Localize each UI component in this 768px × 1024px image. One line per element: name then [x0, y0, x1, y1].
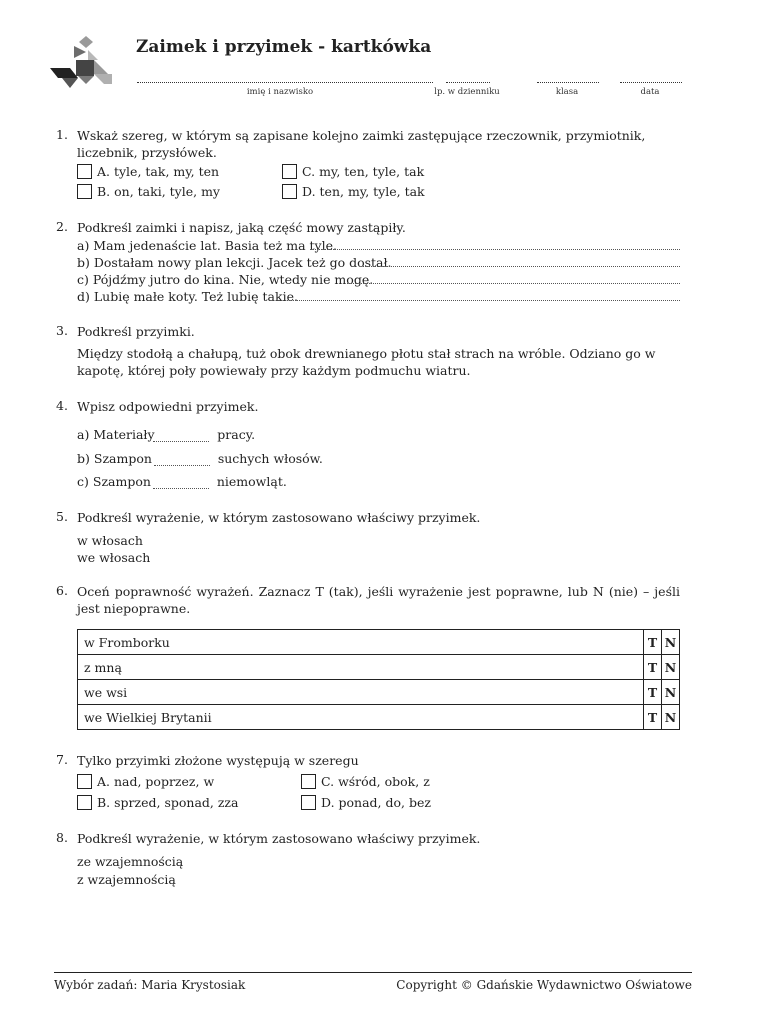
q4-item-b: b) Szampon suchych włosów. — [77, 451, 323, 466]
q1-option-b[interactable]: B. on, taki, tyle, my — [77, 183, 220, 200]
page-title: Zaimek i przyimek - kartkówka — [136, 37, 432, 57]
true-cell[interactable]: T — [644, 705, 662, 730]
checkbox[interactable] — [301, 774, 316, 789]
checkbox[interactable] — [77, 164, 92, 179]
question-3-text: Podkreśl przyimki. — [77, 324, 195, 339]
q7-option-b[interactable]: B. sprzed, sponad, zza — [77, 794, 238, 811]
question-3-passage: Między stodołą a chałupą, tuż obok drewnianego płotu stał strach na wróble. Odziano go w kapotę, której poły powiewały przy każdym podmuchu wiatru. — [77, 346, 656, 378]
true-false-table — [77, 629, 680, 730]
false-cell[interactable]: N — [662, 705, 680, 730]
question-3-number: 3. — [56, 323, 68, 338]
q4-item-c: c) Szampon niemowląt. — [77, 474, 287, 489]
q2-answer-line-a[interactable] — [310, 238, 680, 250]
question-4-text: Wpisz odpowiedni przyimek. — [77, 399, 259, 414]
question-8-number: 8. — [56, 830, 68, 845]
false-cell[interactable]: N — [662, 630, 680, 655]
expression-cell: w Fromborku — [78, 630, 644, 655]
question-4-number: 4. — [56, 398, 68, 413]
true-cell[interactable]: T — [644, 680, 662, 705]
date-field[interactable] — [620, 72, 682, 83]
question-2-number: 2. — [56, 219, 68, 234]
question-5-text: Podkreśl wyrażenie, w którym zastosowano właściwy przyimek. — [77, 510, 481, 525]
q2-item-c: c) Pójdźmy jutro do kina. Nie, wtedy nie mogę. — [77, 272, 374, 287]
question-8-text: Podkreśl wyrażenie, w którym zastosowano właściwy przyimek. — [77, 831, 481, 846]
expression-cell: we Wielkiej Brytanii — [78, 705, 644, 730]
name-label: imię i nazwisko — [246, 87, 314, 97]
q7-option-a[interactable]: A. nad, poprzez, w — [77, 773, 214, 790]
footer-author: Wybór zadań: Maria Krystosiak — [54, 978, 246, 992]
q4-item-a: a) Materiały pracy. — [77, 427, 256, 442]
footer-divider — [54, 972, 692, 973]
q4-blank-a[interactable] — [153, 431, 209, 442]
q5-option-1[interactable]: w włosach — [77, 533, 143, 548]
expression-cell: we wsi — [78, 680, 644, 705]
question-6-number: 6. — [56, 583, 68, 598]
publisher-logo — [48, 34, 114, 90]
question-6-text: Oceń poprawność wyrażeń. Zaznacz T (tak), jeśli wyrażenie jest poprawne, lub N (nie) – jeśli jest niepoprawne. — [77, 584, 680, 616]
q2-item-a: a) Mam jedenaście lat. Basia też ma tyle. — [77, 238, 337, 253]
expression-cell: z mną — [78, 655, 644, 680]
false-cell[interactable]: N — [662, 655, 680, 680]
q2-answer-line-b[interactable] — [363, 255, 680, 267]
true-cell[interactable]: T — [644, 630, 662, 655]
register-number-field[interactable] — [446, 72, 490, 83]
q7-option-c[interactable]: C. wśród, obok, z — [301, 773, 430, 790]
question-7-text: Tylko przyimki złożone występują w szeregu — [77, 753, 359, 768]
register-number-label: lp. w dzienniku — [434, 87, 500, 97]
question-1-number: 1. — [56, 127, 68, 142]
q2-answer-line-d[interactable] — [278, 289, 680, 301]
q1-option-c[interactable]: C. my, ten, tyle, tak — [282, 163, 424, 180]
date-label: data — [640, 87, 660, 97]
false-cell[interactable]: N — [662, 680, 680, 705]
table-row — [78, 705, 680, 730]
q1-option-d[interactable]: D. ten, my, tyle, tak — [282, 183, 425, 200]
checkbox[interactable] — [301, 795, 316, 810]
q2-item-b: b) Dostałam nowy plan lekcji. Jacek też go dostał. — [77, 255, 392, 270]
q5-option-2[interactable]: we włosach — [77, 550, 151, 565]
q4-blank-c[interactable] — [153, 478, 209, 489]
true-cell[interactable]: T — [644, 655, 662, 680]
q7-option-d[interactable]: D. ponad, do, bez — [301, 794, 431, 811]
q2-item-d: d) Lubię małe koty. Też lubię takie. — [77, 289, 298, 304]
q8-option-1[interactable]: ze wzajemnością — [77, 854, 184, 869]
q1-option-a[interactable]: A. tyle, tak, my, ten — [77, 163, 219, 180]
checkbox[interactable] — [77, 774, 92, 789]
class-field[interactable] — [537, 72, 599, 83]
name-field[interactable] — [137, 72, 433, 83]
checkbox[interactable] — [77, 184, 92, 199]
checkbox[interactable] — [77, 795, 92, 810]
question-2-text: Podkreśl zaimki i napisz, jaką część mowy zastąpiły. — [77, 220, 406, 235]
q4-blank-b[interactable] — [154, 455, 210, 466]
checkbox[interactable] — [282, 184, 297, 199]
q8-option-2[interactable]: z wzajemnością — [77, 872, 176, 887]
question-1-text: Wskaż szereg, w którym są zapisane kolejno zaimki zastępujące rzeczownik, przymiotnik, liczebnik, przysłówek. — [77, 128, 646, 160]
table-row — [78, 630, 680, 655]
question-7-number: 7. — [56, 752, 68, 767]
footer-copyright: Copyright © Gdańskie Wydawnictwo Oświatowe — [396, 978, 692, 992]
table-row — [78, 680, 680, 705]
q2-answer-line-c[interactable] — [347, 272, 680, 284]
question-5-number: 5. — [56, 509, 68, 524]
table-row — [78, 655, 680, 680]
class-label: klasa — [555, 87, 579, 97]
checkbox[interactable] — [282, 164, 297, 179]
